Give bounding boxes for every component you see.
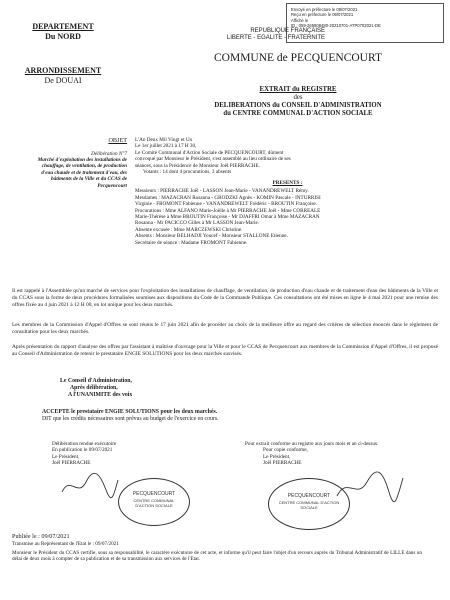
republic-title: REPUBLIQUE FRANÇAISE xyxy=(250,28,325,34)
decision-unanimity: A l'UNANIMITE des voix xyxy=(68,392,133,399)
presents-block xyxy=(135,180,440,246)
decision-council: Le Conseil d'Administration, xyxy=(60,378,132,384)
legal-notice: Monsieur le Président du CCAS certifie, sous sa responsabilité, le caractère exécutoire de cet acte, et informe qu'il peut faire l'objet d'un recours auprès du Tribunal Administratif de LILLE dans un délai de deux mois à compter de sa publication et de sa transmission aux services de l'Etat. xyxy=(12,550,422,563)
seal-text-bottom: CENTRE COMMUNAL D'ACTION SOCIALE xyxy=(278,500,340,510)
seal-icon xyxy=(118,478,190,526)
stamp-line-1: Envoyé en préfecture le 09/07/2021 xyxy=(291,7,358,12)
deliberations-title: DELIBERATIONS du CONSEIL D'ADMINISTRATION xyxy=(214,102,382,109)
seal-text-top: PECQUENCOURT xyxy=(287,493,331,499)
department-label: DEPARTEMENT xyxy=(32,22,94,31)
stamp-line-3: Affiché le xyxy=(291,17,309,23)
presents-line: Secrétaire de séance : Madame FROMONT Fabienne. xyxy=(135,239,248,246)
arrondissement-block xyxy=(8,66,118,86)
deliberation-number: Délibération N°7 xyxy=(91,150,127,157)
stamp-line-2: Reçu en préfecture le 09/07/2021 xyxy=(291,12,354,18)
commune-title: COMMUNE de PECQUENCOURT xyxy=(214,52,382,64)
budget-line: DIT que les crédits nécessaires sont prévus au budget de l'exercice en cours. xyxy=(42,416,219,423)
presents-line: Mesdames : MAZACRAN Rosanna - GRODZKI Agnès - KOMIN Pascale - INTURRISI xyxy=(135,194,321,201)
footer-right xyxy=(245,441,430,467)
meeting-date: Le 1er juillet 2021 à 17 H 30, xyxy=(135,143,197,150)
published-date: Publiée le : 09/07/2021 xyxy=(12,533,70,540)
footer-right-line-2: Pour copie conforme, xyxy=(263,447,308,454)
seal-text-top: PECQUENCOURT xyxy=(132,491,176,497)
transmitted-date: Transmise au Représentant de l'Etat le : 09/07/2021 xyxy=(12,540,119,547)
republic-motto: LIBERTE - EGALITE - FRATERNITE xyxy=(226,35,325,41)
arrondissement-name: De DOUAI xyxy=(44,76,82,85)
decision-after: Après délibération, xyxy=(70,385,118,392)
presents-line: Virginie - FROMONT Fabienne - VANANDREWELT Frédéric - BROUTIN Françoise. xyxy=(135,201,317,208)
extrait-des: des xyxy=(293,94,303,101)
presents-title: PRESENTS : xyxy=(272,180,303,186)
meeting-block xyxy=(135,137,350,175)
presents-line: Rosanna - Mr PACICCO Gilles à Mr LASSON Jean-Marie. xyxy=(135,220,260,227)
arrondissement-label: ARRONDISSEMENT xyxy=(24,66,102,75)
meeting-line-3: Le Comité Communal d'Action Sociale de PECQUENCOURT, dûment xyxy=(135,149,284,156)
objet-label: OBJET xyxy=(108,137,127,144)
footer-left xyxy=(52,441,202,467)
seal-text-bottom: CENTRE COMMUNAL D'ACTION SOCIALE xyxy=(133,498,175,508)
footer-right-line-3: Le Président, xyxy=(263,453,291,460)
body-paragraph-3: Après présentation du rapport d'analyse des offres par l'assistant à maîtrise d'ouvrage pour la Ville et pour le CCAS de Pecquencourt aux membres de la Commission d'Appel d'Offres, il est proposé au Conseil d'Administration de retenir le prestataire ENGIE SOLUTIONS pour les deux marchés susvisés. xyxy=(12,344,438,357)
signature-icon xyxy=(335,470,405,504)
votants: Votants : 14 dont 4 procurations, 3 absents xyxy=(143,169,232,176)
meeting-year: L'An Deux Mil Vingt et Un xyxy=(135,137,193,143)
meeting-line-5: séances, sous la Présidence de Monsieur Joël PIERRACHE. xyxy=(135,162,260,169)
department-name: Du NORD xyxy=(45,32,81,41)
accept-line: ACCEPTE le prestataire ENGIE SOLUTIONS pour les deux marchés. xyxy=(42,409,218,415)
body-paragraph-1: Il est rappelé à l'Assemblée qu'un marché de services pour l'exploitation des installations de chauffage, de ventilation, de production d'eau chaude et de traitement d'eau des bâtiments de la Ville et du CCAS sous la forme de deux procédures formalisées soumises aux dispositions du Code de la Commande Publique. Ces consultations ont été mises en ligne le 4 mai 2021 pour une remise des offres fixée au 4 juin 2021 à 12 H 00, en lot unique pour les deux marchés. xyxy=(12,288,438,308)
meeting-line-4: convoqué par Monsieur le Président, s'est assemblé au lieu ordinaire de ses xyxy=(135,156,291,163)
signature-icon xyxy=(60,470,120,500)
presents-line: Marie-Thérèse à Mme BROUTIN Françoise - Mr DJAFFRI Omar à Mme MAZACRAN xyxy=(135,214,320,221)
publication-block xyxy=(12,533,272,547)
stamp-line-4: ID : 059-265908480-20210701-ATP0702021-DE xyxy=(291,23,381,29)
presents-line: Messieurs : PIERRACHE Joël - LASSON Jean-Marie - VANANDREWELT Rémy. xyxy=(135,188,309,195)
footer-right-line-1: Pour extrait conforme au registre aux jours mois et an ci-dessus. xyxy=(245,441,379,447)
extrait-title: EXTRAIT du REGISTRE xyxy=(259,86,337,93)
objet-block xyxy=(35,137,127,189)
presents-line: Absents : Monsieur BELHADJI Youcef - Monsieur STALLONE Etienne. xyxy=(135,233,288,240)
republic-block xyxy=(205,28,325,42)
ccas-title: du CENTRE COMMUNAL D'ACTION SOCIALE xyxy=(223,110,373,117)
footer-left-line-4: Joël PIERRACHE xyxy=(52,460,91,467)
objet-text: Marché d'exploitation des installations de chauffage, de ventilation, de production d'eau chaude et de traitement d'eau, des bâtiments de la Ville et du CCAS de Pecquencourt xyxy=(37,157,127,189)
presents-line: Procurations : Mme ALFANO Marie-Joëlle à Mr PIERRACHE Joël - Mme CORREALE xyxy=(135,207,321,214)
department-block xyxy=(8,22,118,42)
body-paragraph-2: Les membres de la Commission d'Appel d'Offres se sont réunis le 17 juin 2021 afin de procéder au choix de la meilleure offre au regard des critères de sélection énoncés dans le règlement de consultation pour les deux marchés. xyxy=(12,322,438,335)
extrait-block xyxy=(148,86,448,118)
decision-block xyxy=(40,378,132,400)
accept-block xyxy=(42,409,422,423)
presents-line: Absente excusée : Mme MARCZEWSKI Christine. xyxy=(135,226,243,233)
footer-left-line-3: Le Président, xyxy=(52,453,80,460)
footer-left-line-2: En publication le 09/07/2021 xyxy=(52,447,113,454)
footer-left-line-1: Délibération rendue exécutoire xyxy=(52,441,117,447)
footer-right-line-4: Joël PIERRACHE xyxy=(263,460,302,467)
